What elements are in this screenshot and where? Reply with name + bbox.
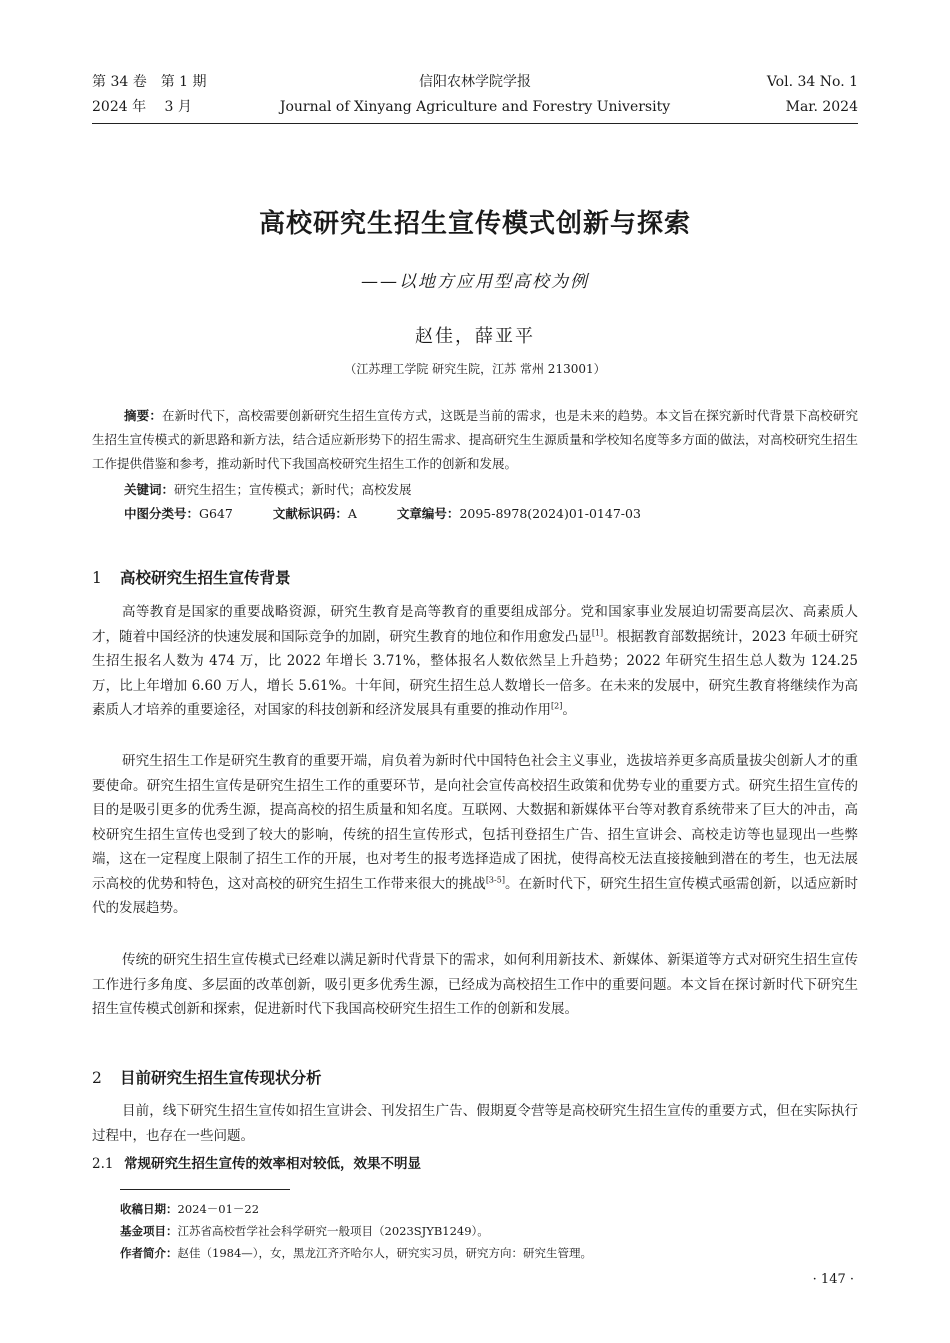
citation-1: [1]	[591, 628, 604, 637]
abstract-text: 在新时代下，高校需要创新研究生招生宣传方式，这既是当前的需求，也是未来的趋势。本文旨在探究新时代背景下高校研究生招生宣传模式的新思路和新方法，结合适应新形势下的招生需求、提高研究生生源质量和学校知名度等多方面的做法，对高校研究生招生工作提供借鉴和参考，推动新时代下我国高校研究生招生工作的创新和发展。	[92, 408, 858, 471]
header-journal-cn: 信阳农林学院学报	[419, 74, 531, 90]
running-header	[92, 70, 858, 120]
footnote-received	[120, 1198, 860, 1220]
doc-code-value: A	[347, 506, 357, 521]
article-subtitle: ——以地方应用型高校为例	[361, 272, 589, 292]
section-2-1-title: 常规研究生招生宣传的效率相对较低，效果不明显	[124, 1156, 421, 1172]
section-2-1-number: 2.1	[92, 1156, 114, 1172]
paragraph-4: 目前，线下研究生招生宣传如招生宣讲会、刊发招生广告、假期夏令营等是高校研究生招生宣传的重要方式，但在实际执行过程中，也存在一些问题。	[92, 1103, 858, 1144]
paragraph-2-text-a: 研究生招生工作是研究生教育的重要开端，肩负着为新时代中国特色社会主义事业，选拔培养更多高质量拔尖创新人才的重要使命。研究生招生宣传是研究生招生工作的重要环节，是向社会宣传高校招生政策和优势专业的重要方式。研究生招生宣传的目的是吸引更多的优秀生源，提高高校的招生质量和知名度。互联网、大数据和新媒体平台等对教育系统带来了巨大的冲击，高校研究生招生宣传也受到了较大的影响，传统的招生宣传形式，包括刊登招生广告、招生宣讲会、高校走访等也显现出一些弊端，这在一定程度上限制了招生工作的开展，也对考生的报考选择造成了困扰，使得高校无法直接接触到潜在的考生，也无法展示高校的优势和特色，这对高校的研究生招生工作带来很大的挑战	[92, 753, 858, 892]
section-1-heading	[92, 566, 291, 588]
fund-label: 基金项目：	[120, 1224, 178, 1238]
footnote-author	[120, 1242, 860, 1264]
abstract	[92, 404, 858, 476]
paragraph-2	[92, 749, 858, 921]
article-title: 高校研究生招生宣传模式创新与探索	[258, 209, 691, 239]
doc-code-label: 文献标识码：	[272, 506, 348, 521]
paragraph-1-text-c: 。	[562, 702, 576, 718]
header-year-month: 2024 年 3 月	[92, 99, 192, 115]
keywords-text: 研究生招生；宣传模式；新时代；高校发展	[174, 482, 412, 497]
paragraph-1-text-a: 高等教育是国家的重要战略资源，研究生教育是高等教育的重要组成部分。党和国家事业发展迫切需要高层次、高素质人才，随着中国经济的快速发展和国际竞争的加剧，研究生教育的地位和作用愈发凸显	[92, 604, 858, 645]
section-2-number: 2	[92, 1069, 102, 1087]
citation-3-5: [3-5]	[485, 875, 505, 884]
received-label: 收稿日期：	[120, 1202, 178, 1216]
section-1-number: 1	[92, 569, 102, 587]
paragraph-1	[92, 600, 858, 723]
keywords-label: 关键词：	[124, 482, 175, 497]
classification-line	[92, 502, 858, 526]
article-authors: 赵佳，薛亚平	[415, 326, 535, 347]
footnote-rule	[120, 1189, 290, 1190]
keywords	[92, 478, 858, 502]
section-2-heading	[92, 1066, 322, 1088]
clc-value: G647	[199, 506, 233, 521]
article-number-label: 文章编号：	[396, 506, 460, 521]
header-right	[767, 70, 858, 120]
fund-text: 江苏省高校哲学社会科学研究一般项目（2023SJYB1249）。	[177, 1224, 489, 1238]
author-bio-label: 作者简介：	[120, 1246, 178, 1260]
footnote-fund	[120, 1220, 860, 1242]
section-1-title: 高校研究生招生宣传背景	[120, 569, 291, 587]
paragraph-2-text-b: 。在新时代下，研究生招生宣传模式亟需创新，以适应新时代的发展趋势。	[92, 875, 859, 916]
header-journal-en: Journal of Xinyang Agriculture and Forestry University	[279, 99, 671, 115]
header-vol-en: Vol. 34 No. 1	[766, 74, 858, 90]
clc-label: 中图分类号：	[124, 506, 200, 521]
header-vol-issue: 第 34 卷 第 1 期	[92, 74, 207, 90]
header-date-en: Mar. 2024	[785, 99, 858, 115]
paragraph-1-text-b: 。根据教育部数据统计，2023 年硕士研究生招生报名人数为 474 万，比 2022 年增长 3.71%，整体报名人数依然呈上升趋势；2022 年研究生招生总人数为 124.25 万，比上年增加 6.60 万人，增长 5.61%。十年间，研究生招生总人数增长一倍多。在未来的发展中，研究生教育将继续作为高素质人才培养的重要途径，对国家的科技创新和经济发展具有重要的推动作用	[92, 628, 858, 718]
section-2-1-heading	[92, 1152, 421, 1172]
section-2-title: 目前研究生招生宣传现状分析	[120, 1069, 322, 1087]
received-date: 2024－01－22	[177, 1202, 260, 1216]
author-bio-text: 赵佳（1984—），女，黑龙江齐齐哈尔人，研究实习员，研究方向：研究生管理。	[177, 1246, 593, 1260]
paragraph-3: 传统的研究生招生宣传模式已经难以满足新时代背景下的需求，如何利用新技术、新媒体、新渠道等方式对研究生招生宣传工作进行多角度、多层面的改革创新，吸引更多优秀生源，已经成为高校招生工作中的重要问题。本文旨在探讨新时代下研究生招生宣传模式创新和探索，促进新时代下我国高校研究生招生工作的创新和发展。	[92, 952, 858, 1017]
page-number: · 147 ·	[812, 1272, 854, 1287]
abstract-label: 摘要：	[124, 408, 162, 423]
article-number-value: 2095-8978(2024)01-0147-03	[459, 506, 641, 521]
header-center	[92, 70, 858, 120]
header-rule	[92, 123, 858, 124]
article-affiliation: （江苏理工学院 研究生院，江苏 常州 213001）	[344, 362, 606, 376]
citation-2: [2]	[551, 701, 563, 711]
